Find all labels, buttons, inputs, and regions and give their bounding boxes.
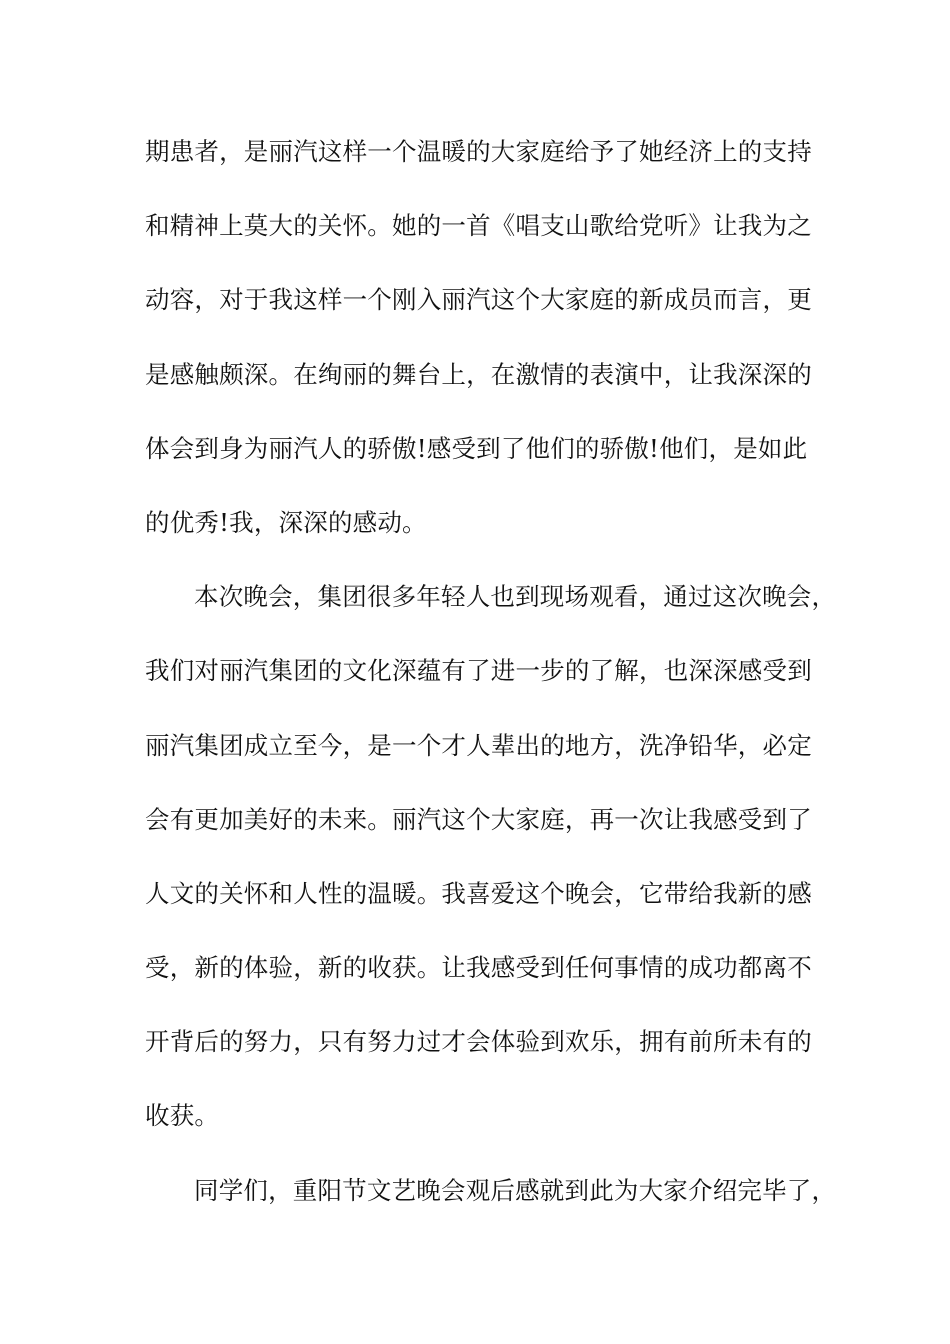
text-line: 和精神上莫大的关怀。她的一首《唱支山歌给党听》让我为之 (145, 211, 812, 241)
text-line: 会有更加美好的未来。丽汽这个大家庭，再一次让我感受到了 (145, 804, 812, 834)
paragraph-start-line: 同学们，重阳节文艺晚会观后感就到此为大家介绍完毕了， (194, 1175, 837, 1205)
text-line: 收获。 (145, 1101, 220, 1131)
text-line: 受，新的体验，新的收获。让我感受到任何事情的成功都离不 (145, 953, 812, 983)
text-line: 丽汽集团成立至今，是一个才人辈出的地方，洗净铅华，必定 (145, 730, 812, 760)
text-line: 体会到身为丽汽人的骄傲!感受到了他们的骄傲!他们，是如此 (145, 433, 808, 463)
text-line: 人文的关怀和人性的温暖。我喜爱这个晚会，它带给我新的感 (145, 878, 812, 908)
paragraph-start-line: 本次晚会，集团很多年轻人也到现场观看，通过这次晚会， (194, 582, 837, 612)
text-line: 期患者，是丽汽这样一个温暖的大家庭给予了她经济上的支持 (145, 137, 812, 166)
text-line: 是感触颇深。在绚丽的舞台上，在激情的表演中，让我深深的 (145, 359, 812, 389)
text-line: 的优秀!我，深深的感动。 (145, 507, 427, 537)
body-text (145, 130, 837, 1243)
text-line: 开背后的努力，只有努力过才会体验到欢乐，拥有前所未有的 (145, 1027, 812, 1057)
text-line: 动容，对于我这样一个刚入丽汽这个大家庭的新成员而言，更 (145, 285, 812, 315)
text-line: 我们对丽汽集团的文化深蕴有了进一步的了解，也深深感受到 (145, 656, 812, 686)
